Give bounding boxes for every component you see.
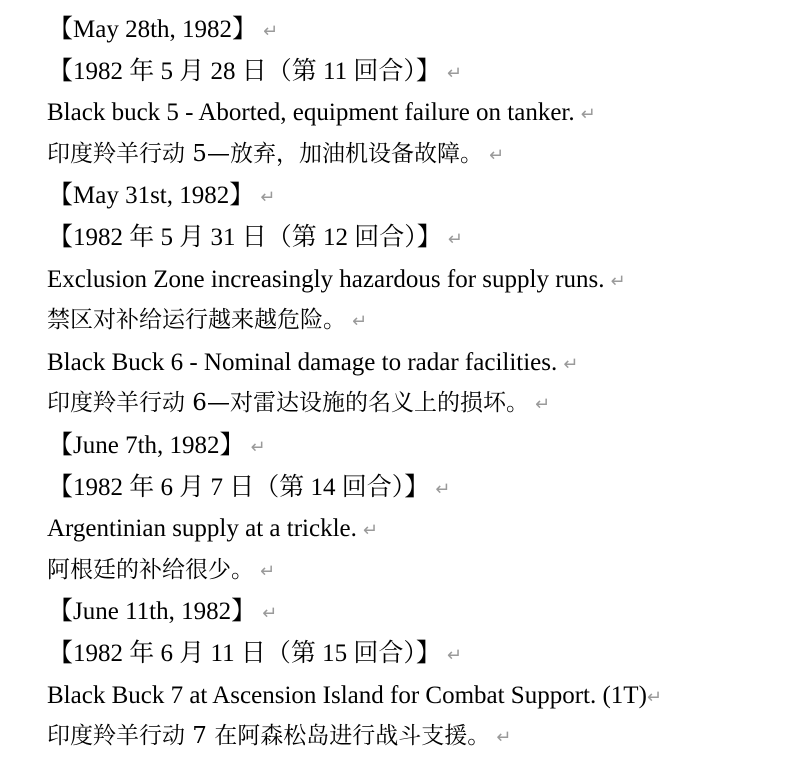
date-heading-en: 【June 11th, 1982】 ↵ xyxy=(48,598,278,626)
entry-text-en: Black Buck 7 at Ascension Island for Combat Support. (1T)↵ xyxy=(47,681,662,709)
paragraph-mark-icon: ↵ xyxy=(446,644,462,666)
paragraph-mark-icon: ↵ xyxy=(352,311,368,333)
entry-text-cn: 阿根廷的补给很少。 ↵ xyxy=(47,556,276,583)
paragraph-mark-icon: ↵ xyxy=(610,270,626,292)
paragraph-mark-icon: ↵ xyxy=(362,520,378,542)
paragraph-mark-icon: ↵ xyxy=(646,686,662,708)
date-heading-en: 【June 7th, 1982】 ↵ xyxy=(48,431,266,459)
paragraph-mark-icon: ↵ xyxy=(496,727,512,749)
paragraph-mark-icon: ↵ xyxy=(260,187,276,209)
date-heading-en: 【May 28th, 1982】 ↵ xyxy=(48,16,279,43)
entry-text-cn: 禁区对补给运行越来越危险。 ↵ xyxy=(47,307,368,334)
date-heading-en: 【May 31st, 1982】 ↵ xyxy=(48,182,276,210)
paragraph-mark-icon: ↵ xyxy=(263,21,279,42)
entry-text-en: Black buck 5 - Aborted, equipment failure on tanker. ↵ xyxy=(47,99,596,127)
paragraph-mark-icon: ↵ xyxy=(563,353,579,375)
date-heading-cn: 【1982 年 6 月 7 日（第 14 回合）】 ↵ xyxy=(48,473,451,501)
paragraph-mark-icon: ↵ xyxy=(250,436,266,458)
paragraph-mark-icon: ↵ xyxy=(435,478,451,500)
entry-text-cn: 印度羚羊行动 7 在阿森松岛进行战斗支援。 ↵ xyxy=(47,723,512,750)
paragraph-mark-icon: ↵ xyxy=(262,603,278,625)
paragraph-mark-icon: ↵ xyxy=(580,104,596,126)
date-heading-cn: 【1982 年 5 月 31 日（第 12 回合）】 ↵ xyxy=(48,223,463,251)
paragraph-mark-icon: ↵ xyxy=(260,560,276,582)
entry-text-en: Black Buck 6 - Nominal damage to radar facilities. ↵ xyxy=(47,348,579,376)
entry-text-cn: 印度羚羊行动 6—对雷达设施的名义上的损坏。 ↵ xyxy=(47,390,551,417)
paragraph-mark-icon: ↵ xyxy=(534,394,551,416)
paragraph-mark-icon: ↵ xyxy=(446,62,462,84)
entry-text-en: Argentinian supply at a trickle. ↵ xyxy=(47,515,378,543)
entry-text-cn: 印度羚羊行动 5—放弃，加油机设备故障。 ↵ xyxy=(47,140,505,167)
date-heading-cn: 【1982 年 6 月 11 日（第 15 回合）】 ↵ xyxy=(48,639,462,667)
paragraph-mark-icon: ↵ xyxy=(488,144,505,166)
document-body xyxy=(47,9,797,758)
entry-text-en: Exclusion Zone increasingly hazardous for supply runs. ↵ xyxy=(47,265,626,293)
paragraph-mark-icon: ↵ xyxy=(447,228,463,250)
date-heading-cn: 【1982 年 5 月 28 日（第 11 回合）】 ↵ xyxy=(48,57,462,85)
